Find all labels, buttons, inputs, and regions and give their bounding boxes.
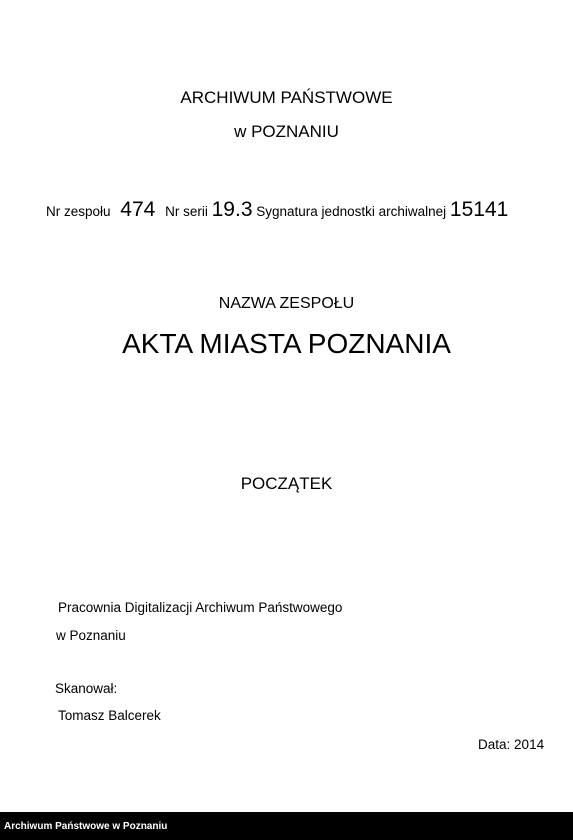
date-field xyxy=(478,737,544,752)
fonds-name: AKTA MIASTA POZNANIA xyxy=(122,328,451,359)
footer-bar xyxy=(0,812,573,840)
signature-number: 15141 xyxy=(449,198,509,221)
reference-line xyxy=(46,198,508,222)
fonds-number-label: Nr zespołu xyxy=(46,204,111,219)
signature-label: Sygnatura jednostki archiwalnej xyxy=(256,204,447,219)
fonds-heading: NAZWA ZESPOŁU xyxy=(218,295,355,312)
lab-name: Pracownia Digitalizacji Archiwum Państwowego xyxy=(58,600,343,615)
scanner-name: Tomasz Balcerek xyxy=(58,708,161,723)
archive-city: w POZNANIU xyxy=(234,122,339,141)
date-label: Data: xyxy=(478,737,511,752)
footer-text: Archiwum Państwowe w Poznaniu xyxy=(4,821,168,832)
series-number-label: Nr serii xyxy=(165,204,208,219)
series-number: 19.3 xyxy=(211,198,253,221)
archive-name: ARCHIWUM PAŃSTWOWE xyxy=(180,88,393,107)
scanned-by-label: Skanował: xyxy=(55,681,118,696)
section-label: POCZĄTEK xyxy=(240,474,333,493)
lab-city: w Poznaniu xyxy=(56,628,126,643)
date-value: 2014 xyxy=(514,737,545,752)
fonds-number: 474 xyxy=(120,198,156,221)
